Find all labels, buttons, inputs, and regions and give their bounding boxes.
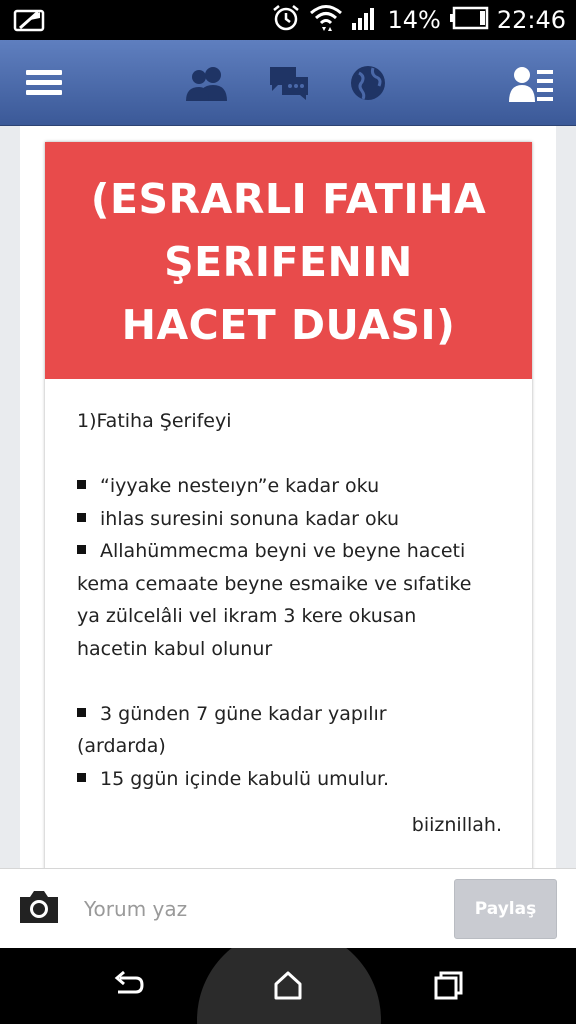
share-button[interactable]: Paylaş — [454, 879, 557, 939]
home-icon[interactable] — [268, 966, 308, 1006]
messages-icon[interactable] — [266, 60, 312, 106]
menu-icon[interactable] — [24, 60, 64, 106]
alarm-icon — [271, 3, 301, 37]
battery-icon — [449, 6, 489, 34]
recent-apps-icon[interactable] — [428, 966, 468, 1006]
comment-bar — [0, 868, 576, 948]
post-signature: biiznillah. — [411, 814, 502, 836]
list-item-continuation: hacetin kabul olunur — [77, 637, 273, 660]
list-item-continuation: kema cemaate beyne esmaike ve sıfatike — [77, 572, 472, 595]
list-item: 3 günden 7 güne kadar yapılır — [77, 698, 512, 731]
back-icon[interactable] — [108, 966, 148, 1006]
app-header — [0, 40, 576, 126]
post-title-line: (ESRARLI FATIHA — [90, 175, 487, 223]
wifi-icon — [309, 3, 343, 37]
comment-input[interactable] — [84, 889, 424, 929]
friend-requests-icon[interactable] — [184, 60, 230, 106]
post-intro: 1)Fatiha Şerifeyi — [77, 410, 232, 432]
status-bar — [0, 0, 576, 40]
list-item: 15 ggün içinde kabulü umulur. — [77, 763, 512, 796]
post-body — [45, 379, 532, 842]
list-item-continuation: (ardarda) — [77, 735, 166, 757]
list-item: “iyyake nesteıyn”e kadar oku — [77, 470, 512, 503]
friends-list-icon[interactable] — [508, 60, 556, 106]
system-nav-bar — [0, 948, 576, 1024]
camera-icon[interactable] — [18, 889, 60, 927]
post-title-line: HACET DUASI) — [121, 301, 456, 349]
clock: 22:46 — [496, 6, 566, 34]
feed-content — [0, 126, 576, 868]
list-item: ihlas suresini sonuna kadar oku — [77, 503, 512, 536]
screen-cast-icon — [12, 6, 48, 34]
post-title-banner — [45, 142, 532, 379]
post-title-line: ŞERIFENIN — [164, 238, 413, 286]
post-image[interactable] — [45, 142, 532, 868]
signal-icon — [351, 5, 379, 35]
list-item: Allahümmecma beyni ve beyne haceti — [77, 535, 512, 568]
list-item-continuation: ya zülcelâli vel ikram 3 kere okusan — [77, 605, 417, 627]
battery-percent: 14% — [387, 6, 441, 34]
notifications-globe-icon[interactable] — [348, 60, 388, 106]
